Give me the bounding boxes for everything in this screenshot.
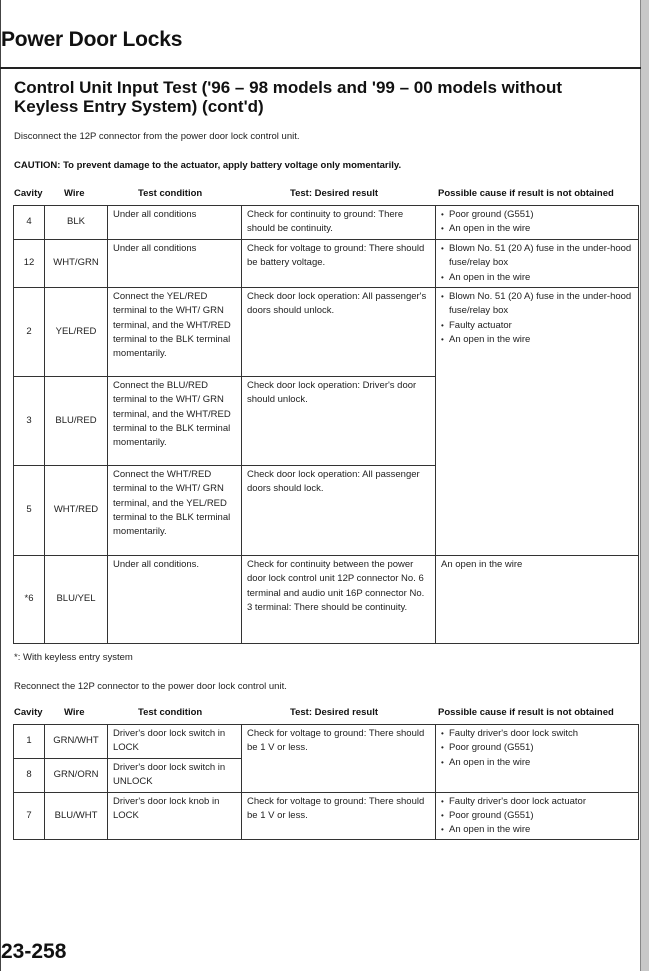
scrollbar-track[interactable] bbox=[641, 0, 649, 971]
wire-cell: WHT/RED bbox=[45, 466, 108, 556]
table-row bbox=[14, 792, 639, 840]
condition-cell: Driver's door lock switch in UNLOCK bbox=[108, 759, 242, 793]
table-row bbox=[14, 240, 639, 288]
cavity-cell: 3 bbox=[14, 377, 45, 466]
table1-column-headers bbox=[14, 188, 638, 202]
column-header-desired-result: Test: Desired result bbox=[290, 188, 378, 199]
cavity-cell: 1 bbox=[14, 725, 45, 759]
cause-cell bbox=[436, 556, 639, 644]
cause-item: • Faulty actuator bbox=[441, 319, 634, 333]
result-cell: Check for voltage to ground: There should be battery voltage. bbox=[242, 240, 436, 288]
column-header-test-condition: Test condition bbox=[138, 188, 203, 199]
condition-cell: Connect the YEL/RED terminal to the WHT/ GRN terminal, and the WHT/RED terminal to the BLK terminal momentarily. bbox=[108, 288, 242, 377]
condition-cell: Driver's door lock knob in LOCK bbox=[108, 792, 242, 840]
table-row bbox=[14, 556, 639, 644]
condition-cell: Driver's door lock switch in LOCK bbox=[108, 725, 242, 759]
page-left-border bbox=[0, 0, 1, 971]
wire-cell: WHT/GRN bbox=[45, 240, 108, 288]
column-header-cavity: Cavity bbox=[14, 188, 43, 199]
instruction-reconnect: Reconnect the 12P connector to the power door lock control unit. bbox=[14, 681, 287, 692]
section-title: Control Unit Input Test ('96 – 98 models and '99 – 00 models without Keyless Entry System) (cont'd) bbox=[14, 78, 563, 116]
cavity-cell: 2 bbox=[14, 288, 45, 377]
page-number: 23-258 bbox=[1, 940, 67, 963]
column-header-test-condition: Test condition bbox=[138, 707, 203, 718]
result-cell: Check for continuity between the power door lock control unit 12P connector No. 6 terminal and audio unit 16P connector No. 3 terminal: There should be continuity. bbox=[242, 556, 436, 644]
wire-cell: BLU/WHT bbox=[45, 792, 108, 840]
result-cell: Check for voltage to ground: There should be 1 V or less. bbox=[242, 792, 436, 840]
cause-item: • An open in the wire bbox=[441, 756, 634, 770]
result-cell: Check door lock operation: Driver's door should unlock. bbox=[242, 377, 436, 466]
cause-item: • Poor ground (G551) bbox=[441, 809, 634, 823]
footnote: *: With keyless entry system bbox=[14, 652, 133, 663]
cause-cell bbox=[436, 792, 639, 840]
result-cell: Check door lock operation: All passenger doors should lock. bbox=[242, 466, 436, 556]
cause-item: • An open in the wire bbox=[441, 823, 634, 837]
cause-item: An open in the wire bbox=[441, 559, 523, 570]
condition-cell: Under all conditions bbox=[108, 240, 242, 288]
cause-item: • Poor ground (G551) bbox=[441, 741, 634, 755]
cause-cell bbox=[436, 240, 639, 288]
wire-cell: YEL/RED bbox=[45, 288, 108, 377]
cause-cell bbox=[436, 725, 639, 793]
cause-item: • Faulty driver's door lock actuator bbox=[441, 795, 634, 809]
result-cell: Check door lock operation: All passenger's doors should unlock. bbox=[242, 288, 436, 377]
cause-cell bbox=[436, 288, 639, 556]
result-cell: Check for continuity to ground: There should be continuity. bbox=[242, 206, 436, 240]
condition-cell: Under all conditions bbox=[108, 206, 242, 240]
condition-cell: Under all conditions. bbox=[108, 556, 242, 644]
column-header-wire: Wire bbox=[64, 188, 85, 199]
condition-cell: Connect the WHT/RED terminal to the WHT/ GRN terminal, and the YEL/RED terminal to the BLK terminal momentarily. bbox=[108, 466, 242, 556]
cavity-cell: 5 bbox=[14, 466, 45, 556]
column-header-possible-cause: Possible cause if result is not obtained bbox=[438, 707, 614, 718]
page-title: Power Door Locks bbox=[1, 28, 183, 51]
cavity-cell: 4 bbox=[14, 206, 45, 240]
table-row bbox=[14, 725, 639, 759]
wire-cell: GRN/WHT bbox=[45, 725, 108, 759]
table2-column-headers bbox=[14, 707, 638, 721]
caution-note: CAUTION: To prevent damage to the actuator, apply battery voltage only momentarily. bbox=[14, 160, 402, 171]
instruction-disconnect: Disconnect the 12P connector from the power door lock control unit. bbox=[14, 131, 300, 142]
cause-item: • An open in the wire bbox=[441, 222, 634, 236]
wire-cell: BLU/YEL bbox=[45, 556, 108, 644]
wire-cell: GRN/ORN bbox=[45, 759, 108, 793]
cavity-cell: *6 bbox=[14, 556, 45, 644]
cavity-cell: 7 bbox=[14, 792, 45, 840]
column-header-desired-result: Test: Desired result bbox=[290, 707, 378, 718]
table-row bbox=[14, 206, 639, 240]
condition-cell: Connect the BLU/RED terminal to the WHT/ GRN terminal, and the WHT/RED terminal to the BLK terminal momentarily. bbox=[108, 377, 242, 466]
cause-item: • Faulty driver's door lock switch bbox=[441, 727, 634, 741]
header-divider bbox=[0, 67, 641, 69]
wire-cell: BLU/RED bbox=[45, 377, 108, 466]
column-header-possible-cause: Possible cause if result is not obtained bbox=[438, 188, 614, 199]
cause-item: • Blown No. 51 (20 A) fuse in the under-hood fuse/relay box bbox=[441, 242, 634, 271]
cavity-cell: 8 bbox=[14, 759, 45, 793]
wire-cell: BLK bbox=[45, 206, 108, 240]
cavity-cell: 12 bbox=[14, 240, 45, 288]
input-test-table bbox=[13, 205, 639, 644]
cause-item: • Blown No. 51 (20 A) fuse in the under-hood fuse/relay box bbox=[441, 290, 634, 319]
table-row bbox=[14, 288, 639, 377]
column-header-cavity: Cavity bbox=[14, 707, 43, 718]
switch-test-table bbox=[13, 724, 639, 840]
cause-item: • An open in the wire bbox=[441, 333, 634, 347]
cause-item: • Poor ground (G551) bbox=[441, 208, 634, 222]
cause-cell bbox=[436, 206, 639, 240]
cause-item: • An open in the wire bbox=[441, 271, 634, 285]
column-header-wire: Wire bbox=[64, 707, 85, 718]
result-cell: Check for voltage to ground: There should be 1 V or less. bbox=[242, 725, 436, 793]
